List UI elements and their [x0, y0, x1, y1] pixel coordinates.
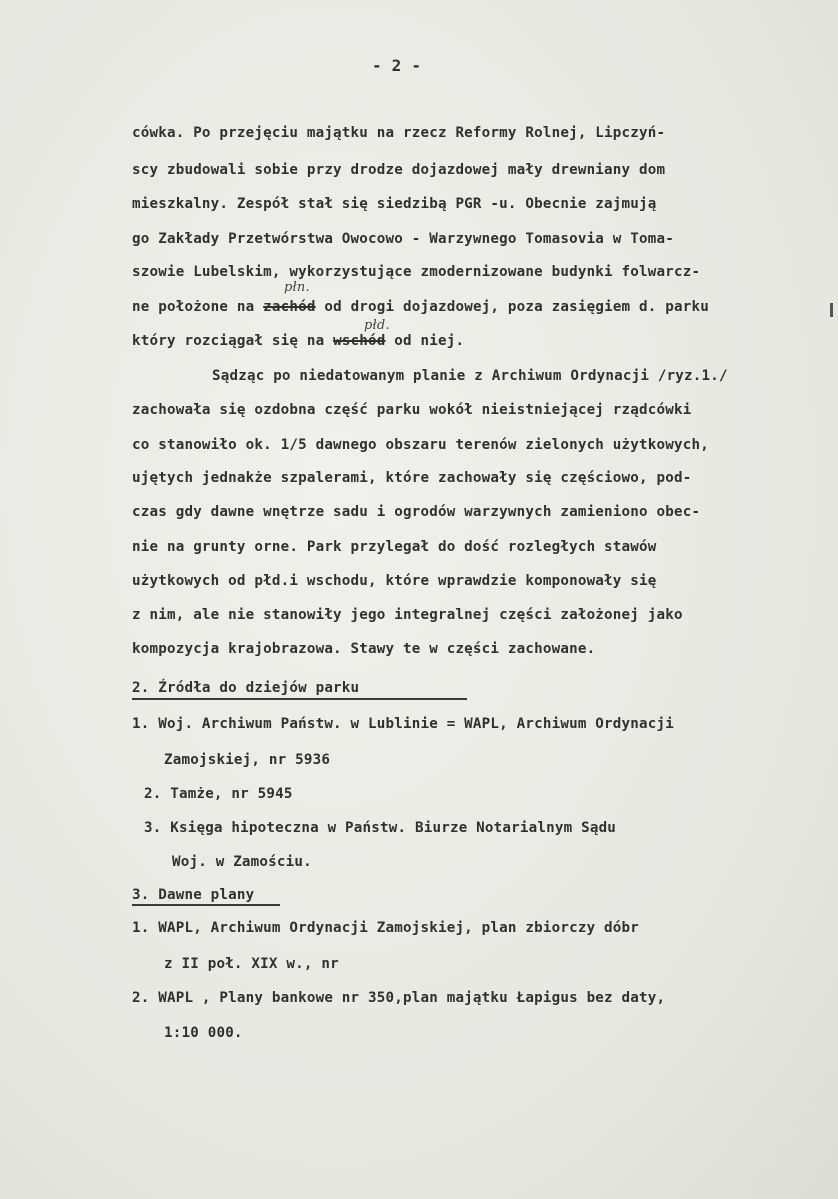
source-item-3-cont: Woj. w Zamościu. [172, 854, 312, 870]
p1-line-7 [132, 333, 464, 349]
p1-line-6-end: od drogi dojazdowej, poza zasięgiem d. parku [324, 299, 709, 315]
p1-line-5: szowie Lubelskim, wykorzystujące zmodernizowane budynki folwarcz- [132, 264, 701, 280]
source-item-2: 2. Tamże, nr 5945 [144, 786, 293, 802]
section-3-underline [132, 904, 280, 906]
plan-item-2: 2. WAPL , Plany bankowe nr 350,plan majątku Łapigus bez daty, [132, 990, 666, 1006]
p1-line-4: go Zakłady Przetwórstwa Owocowo - Warzywnego Tomasovia w Toma- [132, 231, 674, 247]
source-item-1: 1. Woj. Archiwum Państw. w Lublinie = WAPL, Archiwum Ordynacji [132, 716, 674, 732]
source-item-3: 3. Księga hipoteczna w Państw. Biurze Notarialnym Sądu [144, 820, 617, 836]
p1-line-3: mieszkalny. Zespół stał się siedzibą PGR -u. Obecnie zajmują [132, 196, 657, 212]
p2-line-9: kompozycja krajobrazowa. Stawy te w części zachowane. [132, 641, 596, 657]
p1-line-2: scy zbudowali sobie przy drodze dojazdowej mały drewniany dom [132, 162, 666, 178]
struck-word-zachod: zachód [263, 299, 316, 315]
p2-line-6: nie na grunty orne. Park przylegał do dość rozległych stawów [132, 539, 657, 555]
page-number: - 2 - [372, 56, 422, 75]
plan-item-1-cont: z II poł. XIX w., nr [164, 956, 339, 972]
p2-line-2: zachowała się ozdobna część parku wokół nieistniejącej rządcówki [132, 402, 692, 418]
p2-line-3: co stanowiło ok. 1/5 dawnego obszaru terenów zielonych użytkowych, [132, 437, 709, 453]
p1-line-6-start: ne położone na [132, 299, 255, 315]
p2-line-1: Sądząc po niedatowanym planie z Archiwum Ordynacji /ryz.1./ [212, 368, 728, 384]
p1-line-1: cówka. Po przejęciu majątku na rzecz Reformy Rolnej, Lipczyń- [132, 125, 666, 141]
p2-line-7: użytkowych od płd.i wschodu, które wprawdzie komponowały się [132, 573, 657, 589]
source-item-1-cont: Zamojskiej, nr 5936 [164, 752, 331, 768]
p2-line-8: z nim, ale nie stanowiły jego integralnej części założonej jako [132, 607, 683, 623]
p1-line-6 [132, 299, 709, 315]
margin-mark [830, 303, 833, 317]
struck-word-wschod: wschód [333, 333, 386, 349]
section-2-heading: 2. Źródła do dziejów parku [132, 680, 360, 696]
handwritten-correction-pld: płd. [364, 318, 390, 333]
plan-item-2-cont: 1:10 000. [164, 1025, 243, 1041]
plan-item-1: 1. WAPL, Archiwum Ordynacji Zamojskiej, plan zbiorczy dóbr [132, 920, 640, 936]
section-2-underline [132, 698, 467, 700]
p2-line-4: ujętych jednakże szpalerami, które zachowały się częściowo, pod- [132, 470, 692, 486]
p1-line-7-start: który rozciągał się na [132, 333, 325, 349]
p2-line-5: czas gdy dawne wnętrze sadu i ogrodów warzywnych zamieniono obec- [132, 504, 701, 520]
p1-line-7-end: od niej. [394, 333, 465, 349]
section-3-heading: 3. Dawne plany [132, 887, 255, 903]
handwritten-correction-pln: płn. [284, 280, 310, 295]
